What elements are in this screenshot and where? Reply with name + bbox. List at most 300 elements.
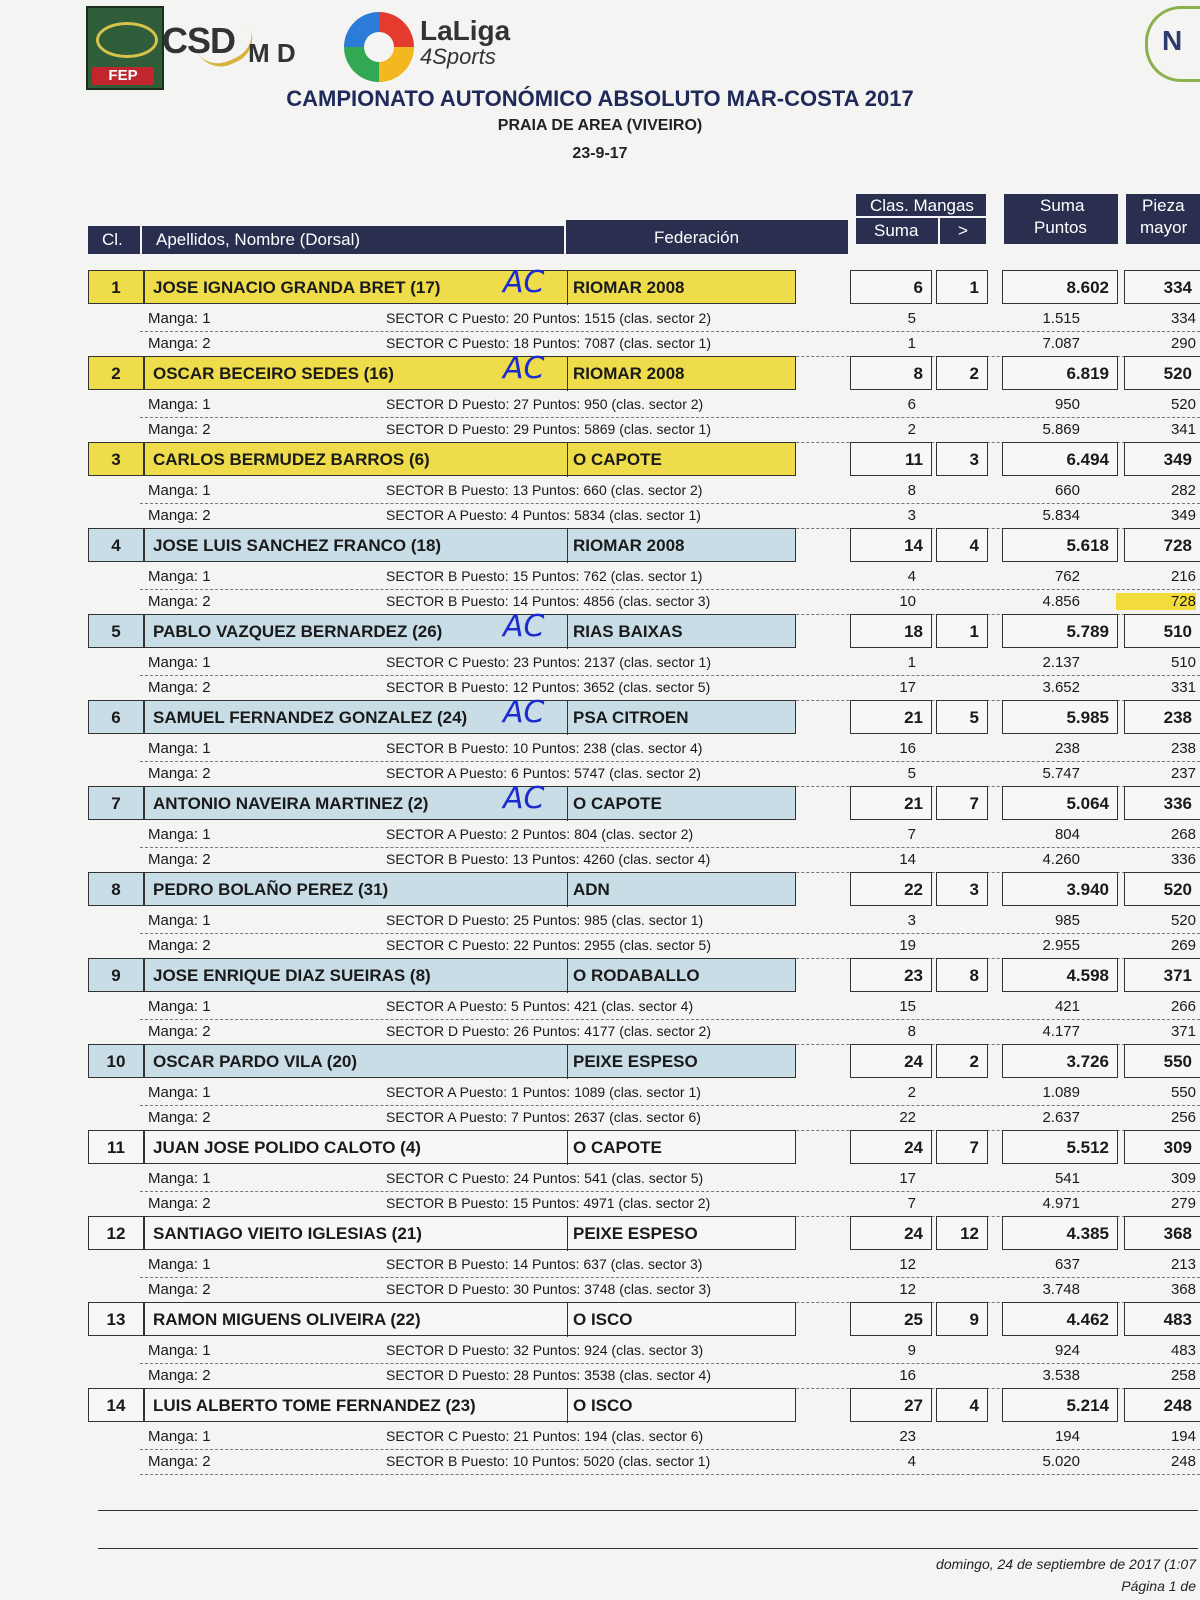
bar-divider xyxy=(567,701,568,735)
manga-pieza: 368 xyxy=(1170,1281,1196,1298)
rank: 7 xyxy=(88,786,144,820)
manga-label: Manga: 2 xyxy=(148,937,211,954)
crest-mark-icon: N xyxy=(1162,25,1183,56)
manga-position: 12 xyxy=(899,1281,916,1298)
col-header-pieza-mayor: Pieza mayor xyxy=(1126,194,1200,244)
sector-detail: SECTOR D Puesto: 29 Puntos: 5869 (clas. sector 1) xyxy=(386,421,712,437)
competitor-name: RAMON MIGUENS OLIVEIRA (22) xyxy=(153,1310,421,1329)
competitor-name: JUAN JOSE POLIDO CALOTO (4) xyxy=(153,1138,421,1157)
bar-divider xyxy=(567,1303,568,1337)
sector-detail: SECTOR B Puesto: 15 Puntos: 4971 (clas. sector 2) xyxy=(386,1195,711,1211)
clas-gt: 2 xyxy=(936,356,988,390)
bar-divider xyxy=(567,615,568,649)
federation: RIOMAR 2008 xyxy=(573,278,685,297)
manga-pieza: 269 xyxy=(1170,937,1196,954)
manga-points: 2.955 xyxy=(1042,937,1080,954)
manga-row xyxy=(140,1363,1200,1389)
pieza-mayor: 368 xyxy=(1124,1216,1200,1250)
manga-label: Manga: 2 xyxy=(148,1109,211,1126)
suma-puntos: 3.726 xyxy=(1002,1044,1118,1078)
sector-detail: SECTOR C Puesto: 24 Puntos: 541 (clas. sector 5) xyxy=(386,1170,704,1186)
competitor-bar xyxy=(144,351,796,390)
manga-row xyxy=(140,1449,1200,1475)
manga-row xyxy=(140,392,1200,418)
result-row xyxy=(0,872,1200,906)
manga-points: 660 xyxy=(1054,482,1080,499)
competitor-bar xyxy=(144,265,796,304)
sector-detail: SECTOR C Puesto: 20 Puntos: 1515 (clas. sector 2) xyxy=(386,310,712,326)
handwritten-note: AC xyxy=(503,351,545,386)
suma-puntos: 4.385 xyxy=(1002,1216,1118,1250)
manga-position: 4 xyxy=(907,568,916,585)
manga-row xyxy=(140,417,1200,443)
page-title: CAMPIONATO AUTONÓMICO ABSOLUTO MAR-COSTA 2017 xyxy=(286,86,914,111)
manga-row xyxy=(140,589,1200,615)
pieza-mayor: 510 xyxy=(1124,614,1200,648)
competitor-name: PEDRO BOLAÑO PEREZ (31) xyxy=(153,880,389,899)
manga-position: 15 xyxy=(899,998,916,1015)
col-header-fed: Federación xyxy=(566,220,848,254)
competitor-name: SAMUEL FERNANDEZ GONZALEZ (24) xyxy=(153,708,468,727)
result-row xyxy=(0,528,1200,562)
manga-row xyxy=(140,908,1200,934)
manga-row xyxy=(140,1252,1200,1278)
manga-position: 12 xyxy=(899,1256,916,1273)
manga-pieza: 510 xyxy=(1170,654,1196,671)
csd-logo xyxy=(162,20,235,62)
suma-puntos: 4.598 xyxy=(1002,958,1118,992)
manga-label: Manga: 2 xyxy=(148,1453,211,1470)
pieza-mayor: 309 xyxy=(1124,1130,1200,1164)
bar-divider xyxy=(567,1045,568,1079)
manga-points: 421 xyxy=(1054,998,1080,1015)
manga-row xyxy=(140,503,1200,529)
manga-points: 238 xyxy=(1054,740,1080,757)
competitor-bar xyxy=(144,1130,796,1164)
federation: RIOMAR 2008 xyxy=(573,536,685,555)
manga-points: 3.748 xyxy=(1042,1281,1080,1298)
sector-detail: SECTOR B Puesto: 13 Puntos: 660 (clas. sector 2) xyxy=(386,482,703,498)
manga-position: 17 xyxy=(899,679,916,696)
manga-label: Manga: 2 xyxy=(148,421,211,438)
suma-puntos: 3.940 xyxy=(1002,872,1118,906)
manga-pieza: 728 xyxy=(1116,593,1196,610)
manga-pieza: 237 xyxy=(1170,765,1196,782)
clas-gt: 5 xyxy=(936,700,988,734)
manga-pieza: 216 xyxy=(1170,568,1196,585)
federation: O ISCO xyxy=(573,1310,633,1329)
manga-label: Manga: 1 xyxy=(148,1084,211,1101)
manga-points: 5.869 xyxy=(1042,421,1080,438)
rank: 13 xyxy=(88,1302,144,1336)
clas-gt: 9 xyxy=(936,1302,988,1336)
competitor-bar xyxy=(144,1216,796,1250)
manga-row xyxy=(140,564,1200,590)
manga-position: 19 xyxy=(899,937,916,954)
pieza-mayor: 371 xyxy=(1124,958,1200,992)
result-row xyxy=(0,265,1200,304)
manga-position: 1 xyxy=(907,335,916,352)
manga-pieza: 371 xyxy=(1170,1023,1196,1040)
bar-divider xyxy=(567,787,568,821)
manga-position: 10 xyxy=(899,593,916,610)
manga-pieza: 520 xyxy=(1170,912,1196,929)
manga-label: Manga: 1 xyxy=(148,1342,211,1359)
rank: 8 xyxy=(88,872,144,906)
manga-label: Manga: 2 xyxy=(148,335,211,352)
manga-points: 950 xyxy=(1054,396,1080,413)
manga-points: 2.137 xyxy=(1042,654,1080,671)
manga-points: 762 xyxy=(1054,568,1080,585)
pieza-mayor: 550 xyxy=(1124,1044,1200,1078)
manga-points: 1.089 xyxy=(1042,1084,1080,1101)
result-row xyxy=(0,442,1200,476)
manga-points: 985 xyxy=(1054,912,1080,929)
rank: 9 xyxy=(88,958,144,992)
manga-points: 5.834 xyxy=(1042,507,1080,524)
competitor-name: LUIS ALBERTO TOME FERNANDEZ (23) xyxy=(153,1396,476,1415)
pieza-mayor: 483 xyxy=(1124,1302,1200,1336)
competitor-bar xyxy=(144,1044,796,1078)
manga-row xyxy=(140,1080,1200,1106)
mecd-logo xyxy=(248,38,296,69)
clas-suma: 6 xyxy=(850,270,932,304)
sector-detail: SECTOR B Puesto: 14 Puntos: 4856 (clas. sector 3) xyxy=(386,593,711,609)
clas-suma: 27 xyxy=(850,1388,932,1422)
manga-pieza: 309 xyxy=(1170,1170,1196,1187)
clas-suma: 21 xyxy=(850,700,932,734)
handwritten-note: AC xyxy=(503,609,545,644)
manga-points: 4.177 xyxy=(1042,1023,1080,1040)
clas-suma: 24 xyxy=(850,1216,932,1250)
manga-position: 3 xyxy=(907,912,916,929)
rank: 6 xyxy=(88,700,144,734)
bar-divider xyxy=(567,1217,568,1251)
bar-divider xyxy=(567,529,568,563)
sector-detail: SECTOR B Puesto: 14 Puntos: 637 (clas. sector 3) xyxy=(386,1256,703,1272)
manga-position: 7 xyxy=(907,826,916,843)
manga-pieza: 248 xyxy=(1170,1453,1196,1470)
manga-row xyxy=(140,1191,1200,1217)
manga-pieza: 213 xyxy=(1170,1256,1196,1273)
manga-position: 5 xyxy=(907,310,916,327)
manga-label: Manga: 1 xyxy=(148,826,211,843)
competitor-bar xyxy=(144,609,796,648)
manga-row xyxy=(140,1338,1200,1364)
laliga-logo-label: LaLiga xyxy=(420,15,511,46)
manga-position: 8 xyxy=(907,482,916,499)
rank: 12 xyxy=(88,1216,144,1250)
sector-detail: SECTOR A Puesto: 5 Puntos: 421 (clas. sector 4) xyxy=(386,998,694,1014)
sector-detail: SECTOR C Puesto: 22 Puntos: 2955 (clas. sector 5) xyxy=(386,937,712,953)
handwritten-note: AC xyxy=(503,781,545,816)
manga-label: Manga: 2 xyxy=(148,593,211,610)
manga-pieza: 238 xyxy=(1170,740,1196,757)
manga-points: 4.856 xyxy=(1042,593,1080,610)
manga-position: 7 xyxy=(907,1195,916,1212)
clas-gt: 12 xyxy=(936,1216,988,1250)
col-header-suma: Suma xyxy=(856,218,938,244)
competitor-bar xyxy=(144,1388,796,1422)
manga-pieza: 256 xyxy=(1170,1109,1196,1126)
federation: O ISCO xyxy=(573,1396,633,1415)
result-row xyxy=(0,1302,1200,1336)
federation: RIOMAR 2008 xyxy=(573,364,685,383)
sector-detail: SECTOR C Puesto: 21 Puntos: 194 (clas. sector 6) xyxy=(386,1428,704,1444)
manga-pieza: 550 xyxy=(1170,1084,1196,1101)
sector-detail: SECTOR D Puesto: 30 Puntos: 3748 (clas. sector 3) xyxy=(386,1281,712,1297)
manga-position: 2 xyxy=(907,421,916,438)
federation: ADN xyxy=(573,880,610,899)
result-row xyxy=(0,958,1200,992)
manga-row xyxy=(140,306,1200,332)
manga-label: Manga: 1 xyxy=(148,396,211,413)
manga-position: 8 xyxy=(907,1023,916,1040)
sector-detail: SECTOR A Puesto: 6 Puntos: 5747 (clas. sector 2) xyxy=(386,765,701,781)
result-row xyxy=(0,1388,1200,1422)
clas-suma: 24 xyxy=(850,1130,932,1164)
manga-row xyxy=(140,761,1200,787)
manga-position: 4 xyxy=(907,1453,916,1470)
sector-detail: SECTOR A Puesto: 7 Puntos: 2637 (clas. sector 6) xyxy=(386,1109,701,1125)
pieza-mayor: 520 xyxy=(1124,872,1200,906)
footer-line xyxy=(98,1548,1198,1549)
col-header-cl: Cl. xyxy=(88,226,140,254)
manga-label: Manga: 2 xyxy=(148,1281,211,1298)
suma-puntos: 5.064 xyxy=(1002,786,1118,820)
bar-divider xyxy=(567,443,568,477)
competitor-name: PABLO VAZQUEZ BERNARDEZ (26) xyxy=(153,622,443,641)
handwritten-note: AC xyxy=(503,695,545,730)
federation: PEIXE ESPESO xyxy=(573,1052,698,1071)
manga-points: 3.652 xyxy=(1042,679,1080,696)
manga-position: 5 xyxy=(907,765,916,782)
manga-label: Manga: 1 xyxy=(148,1170,211,1187)
manga-points: 5.020 xyxy=(1042,1453,1080,1470)
federation: O RODABALLO xyxy=(573,966,700,985)
manga-points: 5.747 xyxy=(1042,765,1080,782)
clas-gt: 7 xyxy=(936,786,988,820)
competitor-bar xyxy=(144,695,796,734)
manga-pieza: 331 xyxy=(1170,679,1196,696)
logo-strip xyxy=(86,6,516,86)
suma-puntos: 5.789 xyxy=(1002,614,1118,648)
manga-pieza: 290 xyxy=(1170,335,1196,352)
sector-detail: SECTOR D Puesto: 26 Puntos: 4177 (clas. sector 2) xyxy=(386,1023,712,1039)
rank: 1 xyxy=(88,270,144,304)
bar-divider xyxy=(567,1389,568,1423)
manga-label: Manga: 2 xyxy=(148,1367,211,1384)
result-row xyxy=(0,609,1200,648)
manga-position: 2 xyxy=(907,1084,916,1101)
col-header-clas-mangas: Clas. Mangas xyxy=(856,194,986,216)
col-header-name: Apellidos, Nombre (Dorsal) xyxy=(142,226,564,254)
result-row xyxy=(0,1044,1200,1078)
sector-detail: SECTOR A Puesto: 4 Puntos: 5834 (clas. sector 1) xyxy=(386,507,701,523)
sector-detail: SECTOR B Puesto: 10 Puntos: 5020 (clas. sector 1) xyxy=(386,1453,711,1469)
manga-row xyxy=(140,736,1200,762)
manga-row xyxy=(140,1166,1200,1192)
clas-gt: 1 xyxy=(936,614,988,648)
manga-points: 3.538 xyxy=(1042,1367,1080,1384)
clas-suma: 25 xyxy=(850,1302,932,1336)
manga-pieza: 349 xyxy=(1170,507,1196,524)
laliga-logo-sub: 4Sports xyxy=(420,44,496,69)
sector-detail: SECTOR D Puesto: 27 Puntos: 950 (clas. sector 2) xyxy=(386,396,704,412)
suma-puntos: 5.512 xyxy=(1002,1130,1118,1164)
clas-gt: 7 xyxy=(936,1130,988,1164)
competitor-name: SANTIAGO VIEITO IGLESIAS (21) xyxy=(153,1224,422,1243)
result-row xyxy=(0,1216,1200,1250)
clas-gt: 1 xyxy=(936,270,988,304)
table-end-line xyxy=(98,1510,1198,1511)
rank: 10 xyxy=(88,1044,144,1078)
clas-suma: 18 xyxy=(850,614,932,648)
page-subtitle: PRAIA DE AREA (VIVEIRO) xyxy=(497,117,703,134)
event-date: 23-9-17 xyxy=(572,145,628,162)
sector-detail: SECTOR B Puesto: 15 Puntos: 762 (clas. sector 1) xyxy=(386,568,703,584)
manga-row xyxy=(140,650,1200,676)
manga-row xyxy=(140,1277,1200,1303)
clas-suma: 21 xyxy=(850,786,932,820)
manga-pieza: 268 xyxy=(1170,826,1196,843)
manga-position: 3 xyxy=(907,507,916,524)
manga-points: 2.637 xyxy=(1042,1109,1080,1126)
rank: 2 xyxy=(88,356,144,390)
clas-gt: 3 xyxy=(936,872,988,906)
manga-label: Manga: 1 xyxy=(148,310,211,327)
clas-gt: 2 xyxy=(936,1044,988,1078)
manga-label: Manga: 1 xyxy=(148,654,211,671)
suma-puntos: 5.618 xyxy=(1002,528,1118,562)
clas-gt: 4 xyxy=(936,1388,988,1422)
manga-points: 194 xyxy=(1054,1428,1080,1445)
manga-label: Manga: 1 xyxy=(148,998,211,1015)
sector-detail: SECTOR D Puesto: 28 Puntos: 3538 (clas. sector 4) xyxy=(386,1367,712,1383)
manga-row xyxy=(140,675,1200,701)
rank: 5 xyxy=(88,614,144,648)
manga-points: 4.971 xyxy=(1042,1195,1080,1212)
bar-divider xyxy=(567,271,568,305)
clas-suma: 14 xyxy=(850,528,932,562)
manga-position: 22 xyxy=(899,1109,916,1126)
sector-detail: SECTOR C Puesto: 23 Puntos: 2137 (clas. sector 1) xyxy=(386,654,712,670)
manga-position: 1 xyxy=(907,654,916,671)
manga-label: Manga: 1 xyxy=(148,568,211,585)
fep-logo-label: FEP xyxy=(92,67,154,85)
manga-position: 14 xyxy=(899,851,916,868)
competitor-bar xyxy=(144,528,796,562)
manga-points: 804 xyxy=(1054,826,1080,843)
print-date: domingo, 24 de septiembre de 2017 (1:07 xyxy=(936,1556,1196,1572)
manga-label: Manga: 2 xyxy=(148,851,211,868)
result-row xyxy=(0,1130,1200,1164)
manga-label: Manga: 1 xyxy=(148,482,211,499)
manga-position: 17 xyxy=(899,1170,916,1187)
manga-label: Manga: 1 xyxy=(148,740,211,757)
manga-position: 16 xyxy=(899,1367,916,1384)
col-header-gt: > xyxy=(940,218,986,244)
competitor-name: JOSE IGNACIO GRANDA BRET (17) xyxy=(153,278,441,297)
fish-icon xyxy=(96,22,158,58)
federation: O CAPOTE xyxy=(573,794,662,813)
manga-label: Manga: 2 xyxy=(148,679,211,696)
bar-divider xyxy=(567,1131,568,1165)
manga-row xyxy=(140,331,1200,357)
pieza-mayor: 336 xyxy=(1124,786,1200,820)
manga-row xyxy=(140,478,1200,504)
competitor-name: JOSE LUIS SANCHEZ FRANCO (18) xyxy=(153,536,442,555)
sector-detail: SECTOR C Puesto: 18 Puntos: 7087 (clas. sector 1) xyxy=(386,335,712,351)
manga-pieza: 341 xyxy=(1170,421,1196,438)
manga-label: Manga: 1 xyxy=(148,1428,211,1445)
sector-detail: SECTOR D Puesto: 32 Puntos: 924 (clas. sector 3) xyxy=(386,1342,704,1358)
sector-detail: SECTOR B Puesto: 12 Puntos: 3652 (clas. sector 5) xyxy=(386,679,711,695)
manga-pieza: 279 xyxy=(1170,1195,1196,1212)
federation: PSA CITROEN xyxy=(573,708,689,727)
manga-points: 1.515 xyxy=(1042,310,1080,327)
rank: 11 xyxy=(88,1130,144,1164)
manga-points: 924 xyxy=(1054,1342,1080,1359)
manga-label: Manga: 2 xyxy=(148,765,211,782)
competitor-name: CARLOS BERMUDEZ BARROS (6) xyxy=(153,450,430,469)
page-number: Página 1 de xyxy=(1121,1578,1196,1594)
federation: PEIXE ESPESO xyxy=(573,1224,698,1243)
manga-row xyxy=(140,1105,1200,1131)
manga-points: 7.087 xyxy=(1042,335,1080,352)
suma-puntos: 6.494 xyxy=(1002,442,1118,476)
clas-gt: 4 xyxy=(936,528,988,562)
pieza-mayor: 248 xyxy=(1124,1388,1200,1422)
result-row xyxy=(0,781,1200,820)
federation: O CAPOTE xyxy=(573,1138,662,1157)
pieza-mayor: 520 xyxy=(1124,356,1200,390)
sector-detail: SECTOR A Puesto: 1 Puntos: 1089 (clas. sector 1) xyxy=(386,1084,701,1100)
pieza-mayor: 334 xyxy=(1124,270,1200,304)
sector-detail: SECTOR A Puesto: 2 Puntos: 804 (clas. sector 2) xyxy=(386,826,694,842)
manga-row xyxy=(140,994,1200,1020)
manga-points: 541 xyxy=(1054,1170,1080,1187)
handwritten-note: AC xyxy=(503,265,545,300)
manga-pieza: 258 xyxy=(1170,1367,1196,1384)
manga-position: 9 xyxy=(907,1342,916,1359)
clas-suma: 24 xyxy=(850,1044,932,1078)
bar-divider xyxy=(567,357,568,391)
suma-puntos: 8.602 xyxy=(1002,270,1118,304)
competitor-bar xyxy=(144,872,796,906)
fep-logo xyxy=(86,6,164,90)
clas-gt: 8 xyxy=(936,958,988,992)
manga-row xyxy=(140,822,1200,848)
manga-label: Manga: 2 xyxy=(148,1023,211,1040)
manga-pieza: 266 xyxy=(1170,998,1196,1015)
federation-crest-icon xyxy=(1145,6,1200,82)
sector-detail: SECTOR D Puesto: 25 Puntos: 985 (clas. sector 1) xyxy=(386,912,704,928)
csd-logo-label: CSD xyxy=(162,20,236,61)
competitor-name: ANTONIO NAVEIRA MARTINEZ (2) xyxy=(153,794,429,813)
manga-label: Manga: 1 xyxy=(148,912,211,929)
federation: O CAPOTE xyxy=(573,450,662,469)
result-row xyxy=(0,695,1200,734)
competitor-bar xyxy=(144,781,796,820)
clas-gt: 3 xyxy=(936,442,988,476)
manga-label: Manga: 1 xyxy=(148,1256,211,1273)
suma-puntos: 5.985 xyxy=(1002,700,1118,734)
sector-detail: SECTOR B Puesto: 13 Puntos: 4260 (clas. sector 4) xyxy=(386,851,711,867)
suma-puntos: 4.462 xyxy=(1002,1302,1118,1336)
laliga-logo xyxy=(420,15,511,70)
rank: 4 xyxy=(88,528,144,562)
